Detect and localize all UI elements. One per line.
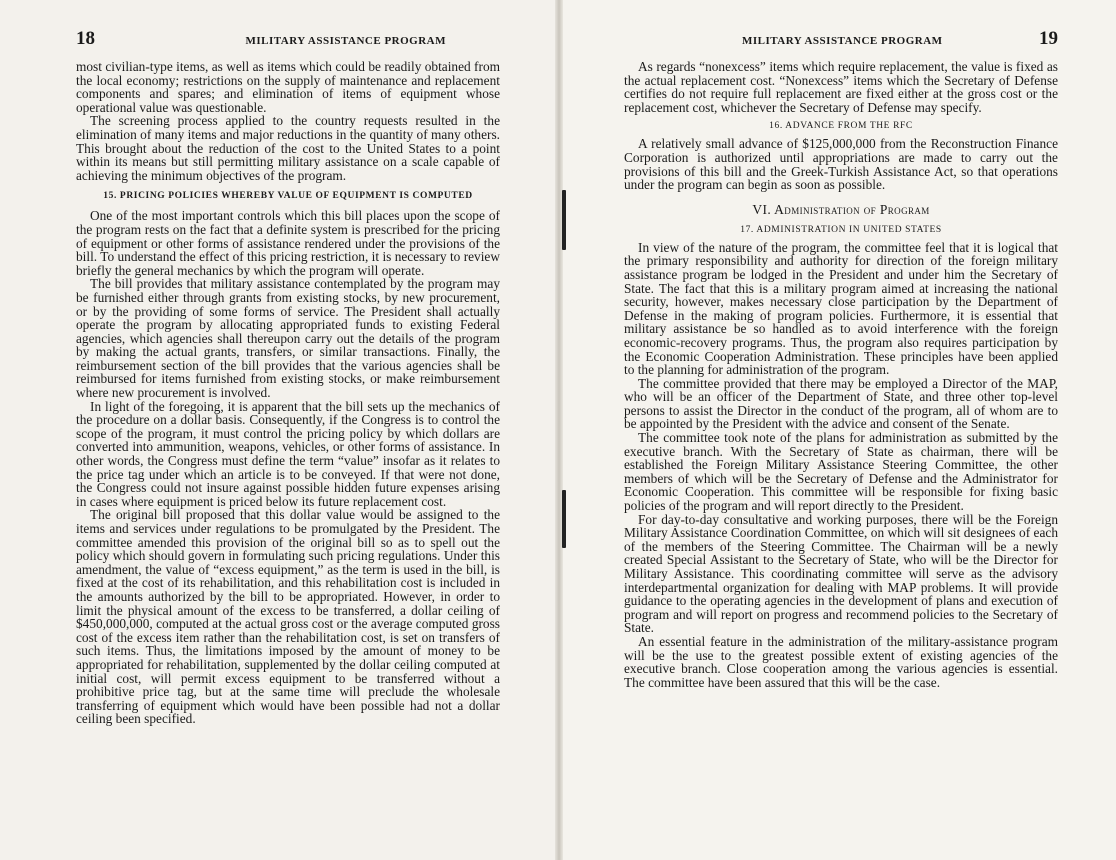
- paragraph: As regards “nonexcess” items which require replacement, the value is fixed as the actual replacement cost. “Nonexcess” items which the Secretary of Defense certifies do not require full replacement are fixed either at the gross cost or the replacement cost, whichever the Secretary of Defense may specify.: [624, 59, 1058, 115]
- left-page-header: [76, 28, 500, 54]
- section-heading: 16. ADVANCE FROM THE RFC: [769, 121, 913, 132]
- paragraph: The bill provides that military assistance contemplated by the program may be furnished either through grants from existing stocks, by new procurement, or by the providing of some forms of service. The President shall actually operate the program by allocating appropriated funds to existing Federal agencies, which agencies shall thereupon carry out the details of the program by making the actual grants, transfers, or similar transactions. Finally, the reimbursement section of the bill provides that the various agencies shall be reimbursed for items furnished from existing stocks, or make reimbursement where new procurement is involved.: [76, 276, 500, 401]
- right-page-header: [624, 28, 1058, 54]
- right-page: [558, 0, 1116, 860]
- paragraph: A relatively small advance of $125,000,000 from the Reconstruction Finance Corporation is authorized until appropriations are made to carry out the provisions of this bill and the Greek-Turkish Assistance Act, so that operations under the program can begin as soon as possible.: [624, 136, 1058, 193]
- paragraph: most civilian-type items, as well as items which could be readily obtained from the local economy; restrictions on the supply of maintenance and replacement components and spares; and elimination of items of equipment whose operational value was questionable.: [76, 59, 500, 115]
- paragraph: One of the most important controls which this bill places upon the scope of the program rests on the fact that a definite system is prescribed for the pricing of equipment or other forms of assistance rendered under the provisions of the bill. To understand the effect of this pricing restriction, it is necessary to review briefly the general mechanics by which the program will operate.: [76, 208, 500, 278]
- running-head: MILITARY ASSISTANCE PROGRAM: [245, 35, 446, 47]
- paragraph: In light of the foregoing, it is apparent that the bill sets up the mechanics of the procedure on a dollar basis. Consequently, if the Congress is to control the scope of the program, it must control the pricing policy by which dollars are converted into ammunition, weapons, vehicles, or other forms of assistance. In other words, the Congress must define the term “value” insofar as it relates to the price tag under which an article is to be conveyed. If that were not done, the Congress could not insure against possible hidden future expenses arising in cases where equipment is priced below its future replacement cost.: [76, 398, 500, 509]
- paragraph: In view of the nature of the program, the committee feel that it is logical that the primary responsibility and authority for direction of the foreign military assistance program be lodged in the President and under him the Secretary of State. The fact that this is a military program aimed at increasing the national security, however, makes necessary close participation by the Department of Defense in the making of program policies. Furthermore, it is essential that military assistance be so handled as to avoid interference with the foreign economic-recovery programs. Thus, the program also requires participation by the Economic Cooperation Administration. These principles have been applied to the planning for administration of the program.: [624, 239, 1058, 378]
- section-heading: 17. ADMINISTRATION IN UNITED STATES: [740, 224, 942, 235]
- staple-bottom: [562, 490, 566, 548]
- paragraph: An essential feature in the administration of the military-assistance program will be the use to the greatest possible extent of existing agencies of the executive branch. Close cooperation among the various agencies is essential. The committee have been assured that this will be the case.: [624, 633, 1058, 690]
- page-number: 19: [1039, 28, 1058, 49]
- running-head: MILITARY ASSISTANCE PROGRAM: [742, 35, 943, 47]
- staple-top: [562, 190, 566, 250]
- section-heading: 15. PRICING POLICIES WHEREBY VALUE OF EQUIPMENT IS COMPUTED: [103, 191, 473, 202]
- paragraph: The original bill proposed that this dollar value would be assigned to the items and services under regulations to be promulgated by the President. The committee amended this provision of the original bill so as to spell out the policy which should govern in formulating such pricing regulations. Under this amendment, the value of “excess equipment,” as the term is used in the bill, is fixed at the cost of its rehabilitation, and this rehabilitation cost is included in the amounts authorized by the bill to be appropriated. However, in order to limit the physical amount of the excess to be transferred, a dollar ceiling of $450,000,000, computed at the actual gross cost or the average computed gross cost of the excess item rather than the rehabilitation cost, is set on transfers of such items. Thus, the limitations imposed by the amount of money to be appropriated for rehabilitation, supplemented by the dollar ceiling computed at initial cost, will permit excess equipment to be transferred without a prohibitive price tag, but at the same time will preclude the wholesale transferring of equipment which would have been possible had not a dollar ceiling been specified.: [76, 507, 500, 727]
- paragraph: The committee provided that there may be employed a Director of the MAP, who will be an officer of the Department of State, and three other top-level persons to assist the Director in the conduct of the program, all of whom are to be appointed by the President with the advice and consent of the Senate.: [624, 375, 1058, 432]
- paragraph: The screening process applied to the country requests resulted in the elimination of many items and major reductions in the quantity of many others. This brought about the reduction of the cost to the United States to a point within its means but still permitting military assistance on a scale capable of achieving the minimum objectives of the program.: [76, 113, 500, 183]
- paragraph: For day-to-day consultative and working purposes, there will be the Foreign Military Assistance Coordination Committee, on which will sit designees of each of the members of the Steering Committee. The Chairman will be a newly created Special Assistant to the Secretary of State, who will be the Director for Military Assistance. This coordinating committee will serve as the advisory interdepartmental organization for dealing with MAP problems. It will provide guidance to the operating agencies in the development of plans and execution of program and will report on progress and recommend policies to the Secretary of State.: [624, 511, 1058, 636]
- binding-gutter: [555, 0, 563, 860]
- page-number: 18: [76, 28, 95, 49]
- part-heading: VI. Administration of Program: [752, 201, 930, 217]
- paragraph: The committee took note of the plans for administration as submitted by the executive branch. With the Secretary of State as chairman, there will be established the Foreign Military Assistance Steering Committee, the other members of which will be the Secretary of Defense and the Administrator for Economic Cooperation. This committee will be responsible for fixing basic policies of the program and will report directly to the President.: [624, 430, 1058, 514]
